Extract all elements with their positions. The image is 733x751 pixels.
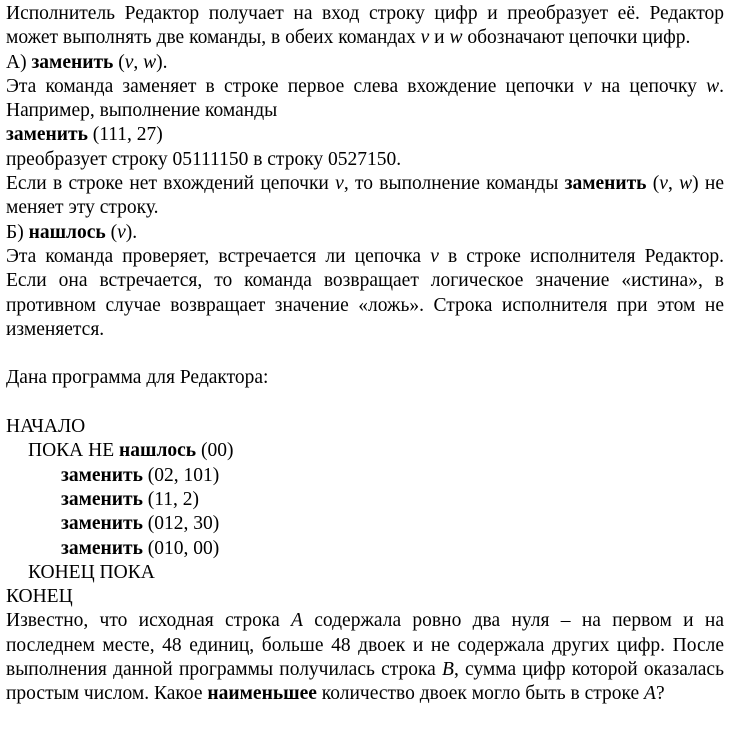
command-b-desc-text-2: в строке исполнителя Редактор. Если она встречается, то команда возвращает логическое значение «истина», в противном случае возвращает значение «ложь». Строка исполнителя при этом не изменяется. <box>6 245 724 340</box>
command-a-desc-text-3: . Например, выполнение команды <box>6 75 724 122</box>
note-command-name: заменить <box>564 173 647 195</box>
program-begin: НАЧАЛО <box>6 416 86 438</box>
note-paren: ( <box>646 173 660 195</box>
var-w: w <box>449 27 463 49</box>
question-text-5: ? <box>655 683 665 705</box>
command-b-paren: ( <box>105 221 118 243</box>
program-command <box>6 488 724 512</box>
intro-text-1: Исполнитель Редактор получает на вход строку цифр и преобразует её. Редактор может выполнять две команды, в обеих командах <box>6 3 724 49</box>
command-a-desc-text-2: на цепочку <box>591 75 707 97</box>
note-comma: , <box>667 173 680 195</box>
var-v: v <box>124 51 134 73</box>
var-v: v <box>117 221 126 243</box>
command-a-name: заменить <box>31 51 114 73</box>
while-keyword: ПОКА НЕ <box>28 440 119 462</box>
command-name: заменить <box>61 537 143 559</box>
command-args: (012, 30) <box>142 513 220 535</box>
intro-and: и <box>429 27 450 49</box>
example-result: преобразует строку 05111150 в строку 0527150. <box>6 148 402 170</box>
command-a-comma: , <box>133 51 144 73</box>
program-end: КОНЕЦ <box>6 586 73 608</box>
var-a: A <box>644 683 656 705</box>
var-v: v <box>583 75 592 97</box>
note-text-1: Если в строке нет вхождений цепочки <box>6 173 336 195</box>
var-v: v <box>659 173 668 195</box>
var-v: v <box>430 245 439 267</box>
command-a-close: ). <box>156 51 168 73</box>
program-command <box>6 464 724 488</box>
command-name: заменить <box>61 488 143 510</box>
program-command <box>6 512 724 536</box>
command-name: заменить <box>61 464 143 486</box>
var-w: w <box>706 75 720 97</box>
paragraph-gap <box>6 391 724 415</box>
while-condition: нашлось <box>119 440 197 462</box>
example-command-args: (111, 27) <box>87 124 163 146</box>
command-args: (11, 2) <box>142 488 200 510</box>
var-a: A <box>291 610 303 632</box>
command-b-desc-text-1: Эта команда проверяет, встречается ли цепочка <box>6 245 431 267</box>
task-document <box>6 2 724 707</box>
question-text-4: количество двоек могло быть в строке <box>316 683 645 705</box>
note-text-2: , то выполнение команды <box>343 173 565 195</box>
question-paragraph <box>6 609 724 706</box>
program-end-while: КОНЕЦ ПОКА <box>28 561 155 583</box>
command-a-prefix: А) <box>6 51 32 73</box>
paragraph-gap <box>6 342 724 366</box>
command-b-heading <box>6 221 724 245</box>
command-a-note <box>6 172 724 221</box>
command-args: (010, 00) <box>142 537 220 559</box>
example-command <box>6 123 724 147</box>
command-b-close: ). <box>125 221 138 243</box>
program-while <box>6 439 724 463</box>
var-v: v <box>335 173 344 195</box>
question-text-2: содержала ровно два нуля – на первом и на последнем месте, 48 единиц, больше 48 двоек и не содержала других цифр. После выполнения данной программы получилась строка <box>6 610 724 681</box>
program-command <box>6 537 724 561</box>
question-text-1: Известно, что исходная строка <box>6 610 292 632</box>
command-a-description <box>6 75 724 124</box>
command-b-name: нашлось <box>28 221 106 243</box>
var-v: v <box>420 27 430 49</box>
var-w: w <box>679 173 693 195</box>
program-listing <box>6 415 724 609</box>
note-text-3: ) не меняет эту строку. <box>6 173 724 219</box>
command-b-description <box>6 245 724 342</box>
command-a-heading <box>6 51 724 75</box>
intro-text-2: обозначают цепочки цифр. <box>462 27 691 49</box>
example-command-name: заменить <box>6 124 88 146</box>
while-args: (00) <box>196 440 234 462</box>
intro-paragraph <box>6 2 724 51</box>
command-b-prefix: Б) <box>6 221 29 243</box>
command-a-paren: ( <box>113 51 125 73</box>
var-w: w <box>143 51 157 73</box>
var-b: B <box>442 659 454 681</box>
command-args: (02, 101) <box>142 464 220 486</box>
question-text-3: , сумма цифр которой оказалась простым числом. Какое <box>6 659 724 705</box>
command-a-desc-text-1: Эта команда заменяет в строке первое слева вхождение цепочки <box>6 75 584 97</box>
question-emphasis: наименьшее <box>207 683 317 705</box>
program-intro: Дана программа для Редактора: <box>6 367 269 389</box>
command-name: заменить <box>61 513 143 535</box>
